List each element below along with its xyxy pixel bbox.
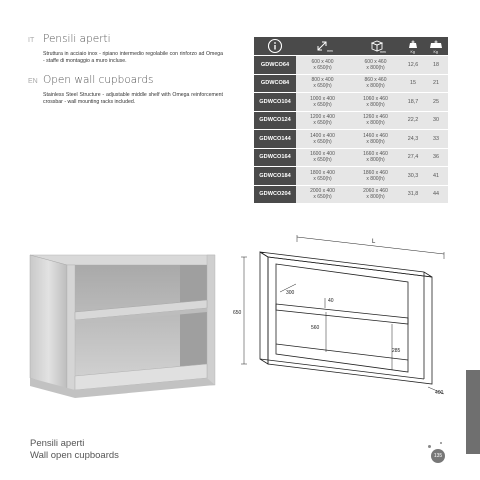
product-code: GDWCO64 — [254, 56, 296, 74]
technical-drawing — [232, 232, 454, 410]
package-box-icon — [349, 37, 402, 55]
product-code: GDWCO84 — [254, 75, 296, 93]
dimensions-cell: 1000 x 400 x 650(h) — [296, 93, 349, 111]
product-code: GDWCO204 — [254, 186, 296, 204]
table-row — [254, 149, 448, 167]
table-row — [254, 112, 448, 130]
footer-title-it: Pensili aperti — [30, 438, 85, 449]
package-dimensions-cell: 1660 x 460 x 800(h) — [349, 149, 402, 167]
net-weight-cell: 22,2 — [402, 112, 424, 130]
dim-label-height: 650 — [233, 310, 242, 316]
product-code: GDWCO144 — [254, 130, 296, 148]
dim-label-inner-width: 560 — [311, 325, 320, 331]
net-weight-cell: 30,3 — [402, 167, 424, 185]
gross-weight-cell: 30 — [424, 112, 448, 130]
dimensions-cell: 2000 x 400 x 650(h) — [296, 186, 349, 204]
side-tab-marker — [466, 370, 480, 454]
dim-label-length: L — [372, 239, 376, 245]
gross-weight-cell: 18 — [424, 56, 448, 74]
net-weight-icon — [402, 37, 424, 55]
language-code: IT — [28, 37, 35, 44]
table-row — [254, 186, 448, 204]
section-description: Stainless Steel Structure - adjustable middle shelf with Omega reinforcement crossbar - wall mounting racks included. — [43, 92, 223, 105]
table-row — [254, 93, 448, 111]
gross-weight-cell: 33 — [424, 130, 448, 148]
svg-text:Kg: Kg — [410, 50, 415, 54]
net-weight-cell: 15 — [402, 75, 424, 93]
product-photo — [25, 250, 225, 400]
dim-label-depth-top: 300 — [286, 290, 295, 296]
package-dimensions-cell: 600 x 460 x 800(h) — [349, 56, 402, 74]
product-code: GDWCO164 — [254, 149, 296, 167]
gross-weight-cell: 44 — [424, 186, 448, 204]
section-en — [28, 74, 223, 106]
dimension-arrow-icon — [296, 37, 349, 55]
footer-title — [30, 438, 119, 462]
product-code: GDWCO104 — [254, 93, 296, 111]
dimensions-cell: 600 x 400 x 650(h) — [296, 56, 349, 74]
dimensions-cell: 1600 x 400 x 650(h) — [296, 149, 349, 167]
package-dimensions-cell: 1260 x 460 x 800(h) — [349, 112, 402, 130]
gross-weight-cell: 41 — [424, 167, 448, 185]
dim-label-depth: 400 — [435, 390, 444, 396]
package-dimensions-cell: 860 x 460 x 800(h) — [349, 75, 402, 93]
svg-text:mm: mm — [326, 49, 333, 53]
net-weight-cell: 18,7 — [402, 93, 424, 111]
product-code: GDWCO184 — [254, 167, 296, 185]
language-code: EN — [28, 78, 38, 85]
table-row — [254, 56, 448, 74]
spec-table — [254, 36, 448, 204]
info-icon — [254, 37, 296, 55]
package-dimensions-cell: 1060 x 460 x 800(h) — [349, 93, 402, 111]
package-dimensions-cell: 2060 x 460 x 800(h) — [349, 186, 402, 204]
section-description: Struttura in acciaio inox - ripiano intermedio regolabile con rinforzo ad Omega - staffe di montaggio a muro incluse. — [43, 51, 223, 64]
dimensions-cell: 1400 x 400 x 650(h) — [296, 130, 349, 148]
svg-text:mm: mm — [379, 50, 386, 54]
section-it — [28, 33, 223, 65]
product-code: GDWCO124 — [254, 112, 296, 130]
svg-text:Kg: Kg — [433, 50, 438, 54]
table-header-row — [254, 37, 448, 55]
footer-title-en: Wall open cupboards — [30, 450, 119, 461]
section-title: Open wall cupboards — [43, 74, 154, 86]
gross-weight-cell: 21 — [424, 75, 448, 93]
decorative-dot — [440, 442, 442, 444]
dimensions-cell: 1200 x 400 x 650(h) — [296, 112, 349, 130]
package-dimensions-cell: 1860 x 460 x 800(h) — [349, 167, 402, 185]
table-row — [254, 167, 448, 185]
net-weight-cell: 12,6 — [402, 56, 424, 74]
table-row — [254, 130, 448, 148]
gross-weight-cell: 25 — [424, 93, 448, 111]
net-weight-cell: 31,8 — [402, 186, 424, 204]
dim-label-shelf-gap: 40 — [328, 298, 334, 304]
gross-weight-icon — [424, 37, 448, 55]
package-dimensions-cell: 1460 x 460 x 800(h) — [349, 130, 402, 148]
dim-label-shelf-height: 285 — [392, 348, 401, 354]
net-weight-cell: 27,4 — [402, 149, 424, 167]
decorative-dot — [428, 445, 431, 448]
dimensions-cell: 1800 x 400 x 650(h) — [296, 167, 349, 185]
section-title: Pensili aperti — [43, 33, 111, 45]
table-row — [254, 75, 448, 93]
net-weight-cell: 24,3 — [402, 130, 424, 148]
dimensions-cell: 800 x 400 x 650(h) — [296, 75, 349, 93]
gross-weight-cell: 36 — [424, 149, 448, 167]
page-number-badge: 135 — [431, 449, 445, 463]
